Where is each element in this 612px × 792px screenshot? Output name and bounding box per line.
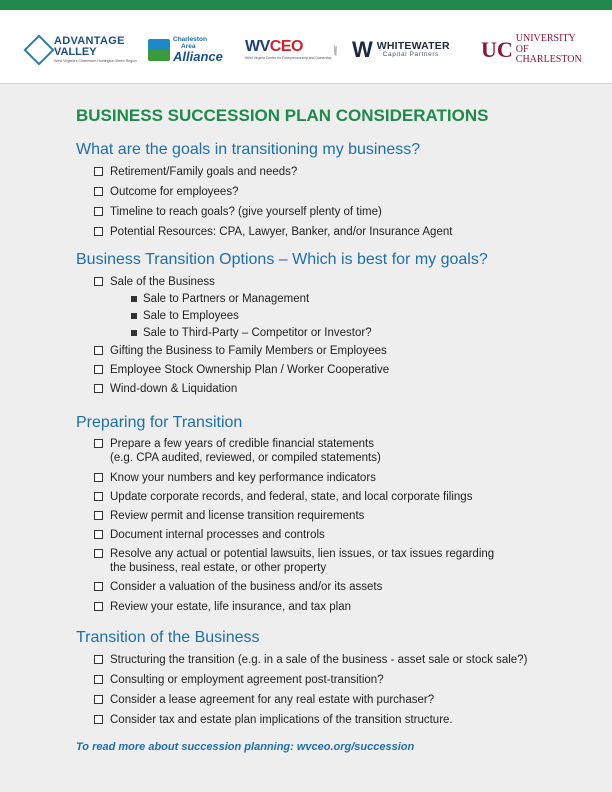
- wvceo-logo: [245, 30, 337, 70]
- charleston-area-alliance-logo: [148, 30, 230, 70]
- checklist-item-label: Review your estate, life insurance, and tax plan: [110, 601, 351, 613]
- logo-tagline: West Virginia's Charleston-Huntington Metro Region: [54, 59, 138, 64]
- checklist-item-label: Outcome for employees?: [110, 186, 239, 198]
- checklist-item: [94, 205, 452, 219]
- checkbox-icon: [94, 511, 103, 520]
- checklist-item: [94, 225, 452, 239]
- checklist-item: [94, 437, 494, 465]
- top-accent-bar: [0, 0, 612, 10]
- checklist-item-label-continued: the business, real estate, or other property: [110, 562, 327, 574]
- checkbox-icon: [94, 473, 103, 482]
- checkbox-icon: [94, 715, 103, 724]
- checklist-item: [94, 165, 452, 179]
- checkbox-icon: [94, 549, 103, 558]
- sub-list-item-label: Sale to Partners or Management: [143, 293, 310, 305]
- logo-text: Charleston: [173, 36, 207, 43]
- whitewater-w-icon: W: [352, 37, 373, 62]
- checklist-item-label: Consider tax and estate plan implications of the transition structure.: [110, 714, 453, 726]
- checklist-item: [94, 693, 527, 707]
- checkbox-icon: [94, 384, 103, 393]
- checklist-item: [94, 490, 494, 504]
- checklist-item-label: Potential Resources: CPA, Lawyer, Banker, and/or Insurance Agent: [110, 226, 453, 238]
- logo-tagline: West Virginia Center for Entrepreneurship and Ownership: [245, 56, 332, 61]
- logo-text: VALLEY: [54, 46, 97, 59]
- checkbox-icon: [94, 277, 103, 286]
- checklist-item: [94, 471, 494, 485]
- logo-text: Area: [181, 42, 196, 50]
- checklist-item-label-continued: (e.g. CPA audited, reviewed, or compiled statements): [110, 452, 381, 464]
- checklist-item: [94, 600, 494, 614]
- uc-monogram-icon: UC: [481, 37, 513, 62]
- checklist-item-label: Review permit and license transition requirements: [110, 510, 365, 522]
- checklist-item-label: Resolve any actual or potential lawsuits, lien issues, or tax issues regarding: [110, 548, 495, 560]
- checkbox-icon: [94, 227, 103, 236]
- checkbox-icon: [94, 207, 103, 216]
- options-checklist: [94, 275, 389, 396]
- checklist-item: [94, 653, 527, 667]
- west-virginia-state-icon: [334, 44, 337, 56]
- checkbox-icon: [94, 439, 103, 448]
- checklist-item-label: Update corporate records, and federal, state, and local corporate filings: [110, 491, 473, 503]
- checklist-item-label: Consider a valuation of the business and/or its assets: [110, 581, 383, 593]
- checklist-item: [94, 528, 494, 542]
- checklist-item: [94, 509, 494, 523]
- logo-text: WHITEWATER: [376, 40, 450, 53]
- section-heading-goals: What are the goals in transitioning my business?: [76, 141, 421, 158]
- diamond-icon: [23, 34, 54, 65]
- page-title: BUSINESS SUCCESSION PLAN CONSIDERATIONS: [76, 106, 489, 125]
- checklist-item: [94, 363, 389, 377]
- checklist-item: [94, 275, 389, 340]
- checkbox-icon: [94, 167, 103, 176]
- logo-text: CEO: [269, 38, 303, 56]
- square-bullet-icon: [131, 313, 137, 319]
- logo-text: CHARLESTON: [515, 54, 582, 66]
- checklist-item-label: Consider a lease agreement for any real estate with purchaser?: [110, 694, 435, 706]
- checklist-item: [94, 713, 527, 727]
- checkbox-icon: [94, 655, 103, 664]
- checklist-item-label: Prepare a few years of credible financial statements: [110, 438, 374, 450]
- checklist-item: [94, 185, 452, 199]
- checklist-item: [94, 547, 494, 575]
- checklist-item-label: Retirement/Family goals and needs?: [110, 166, 298, 178]
- square-bullet-icon: [131, 296, 137, 302]
- checkbox-icon: [94, 346, 103, 355]
- logo-wordmark: [245, 39, 332, 55]
- checkbox-icon: [94, 582, 103, 591]
- logo-text: ADVANTAGE: [54, 35, 125, 48]
- whitewater-logo: [352, 30, 466, 70]
- logo-band: [0, 10, 612, 84]
- checklist-item-label: Know your numbers and key performance indicators: [110, 472, 376, 484]
- checkbox-icon: [94, 602, 103, 611]
- sale-sub-list: [110, 292, 389, 340]
- sub-list-item-label: Sale to Employees: [143, 310, 239, 322]
- sub-list-item-label: Sale to Third-Party – Competitor or Investor?: [143, 327, 372, 339]
- checklist-item: [94, 580, 494, 594]
- logo-text: Alliance: [173, 49, 223, 64]
- checklist-item-label: Timeline to reach goals? (give yourself plenty of time): [110, 206, 382, 218]
- goals-checklist: [94, 165, 452, 239]
- landscape-icon: [148, 39, 170, 61]
- footer-succession-link[interactable]: To read more about succession planning: wvceo.org/succession: [76, 741, 415, 753]
- checklist-item-label: Gifting the Business to Family Members or Employees: [110, 345, 387, 357]
- sub-list-item: [127, 292, 389, 306]
- checkbox-icon: [94, 187, 103, 196]
- checklist-item: [94, 344, 389, 358]
- sub-list-item: [127, 326, 389, 340]
- advantage-valley-logo: [28, 30, 138, 70]
- logo-text: Capital Partners: [382, 51, 439, 59]
- section-heading-options: Business Transition Options – Which is best for my goals?: [76, 251, 488, 268]
- checklist-item-label: Document internal processes and controls: [110, 529, 325, 541]
- checkbox-icon: [94, 365, 103, 374]
- transition-checklist: [94, 653, 527, 727]
- checklist-item-label: Sale of the Business: [110, 276, 215, 288]
- section-heading-transition: Transition of the Business: [76, 629, 260, 646]
- checklist-item: [94, 382, 389, 396]
- checkbox-icon: [94, 675, 103, 684]
- checklist-item-label: Employee Stock Ownership Plan / Worker Cooperative: [110, 364, 390, 376]
- checklist-item-label: Structuring the transition (e.g. in a sale of the business - asset sale or stock sale?): [110, 654, 528, 666]
- checklist-item-label: Consulting or employment agreement post-transition?: [110, 674, 384, 686]
- checkbox-icon: [94, 530, 103, 539]
- logo-text: WV: [245, 38, 270, 56]
- section-heading-preparing: Preparing for Transition: [76, 414, 243, 431]
- checkbox-icon: [94, 492, 103, 501]
- square-bullet-icon: [131, 330, 137, 336]
- logo-text: UNIVERSITY OF: [515, 33, 576, 55]
- preparing-checklist: [94, 437, 494, 614]
- checkbox-icon: [94, 695, 103, 704]
- checklist-item: [94, 673, 527, 687]
- sub-list-item: [127, 309, 389, 323]
- checklist-item-label: Wind-down & Liquidation: [110, 383, 238, 395]
- university-of-charleston-logo: [481, 30, 585, 70]
